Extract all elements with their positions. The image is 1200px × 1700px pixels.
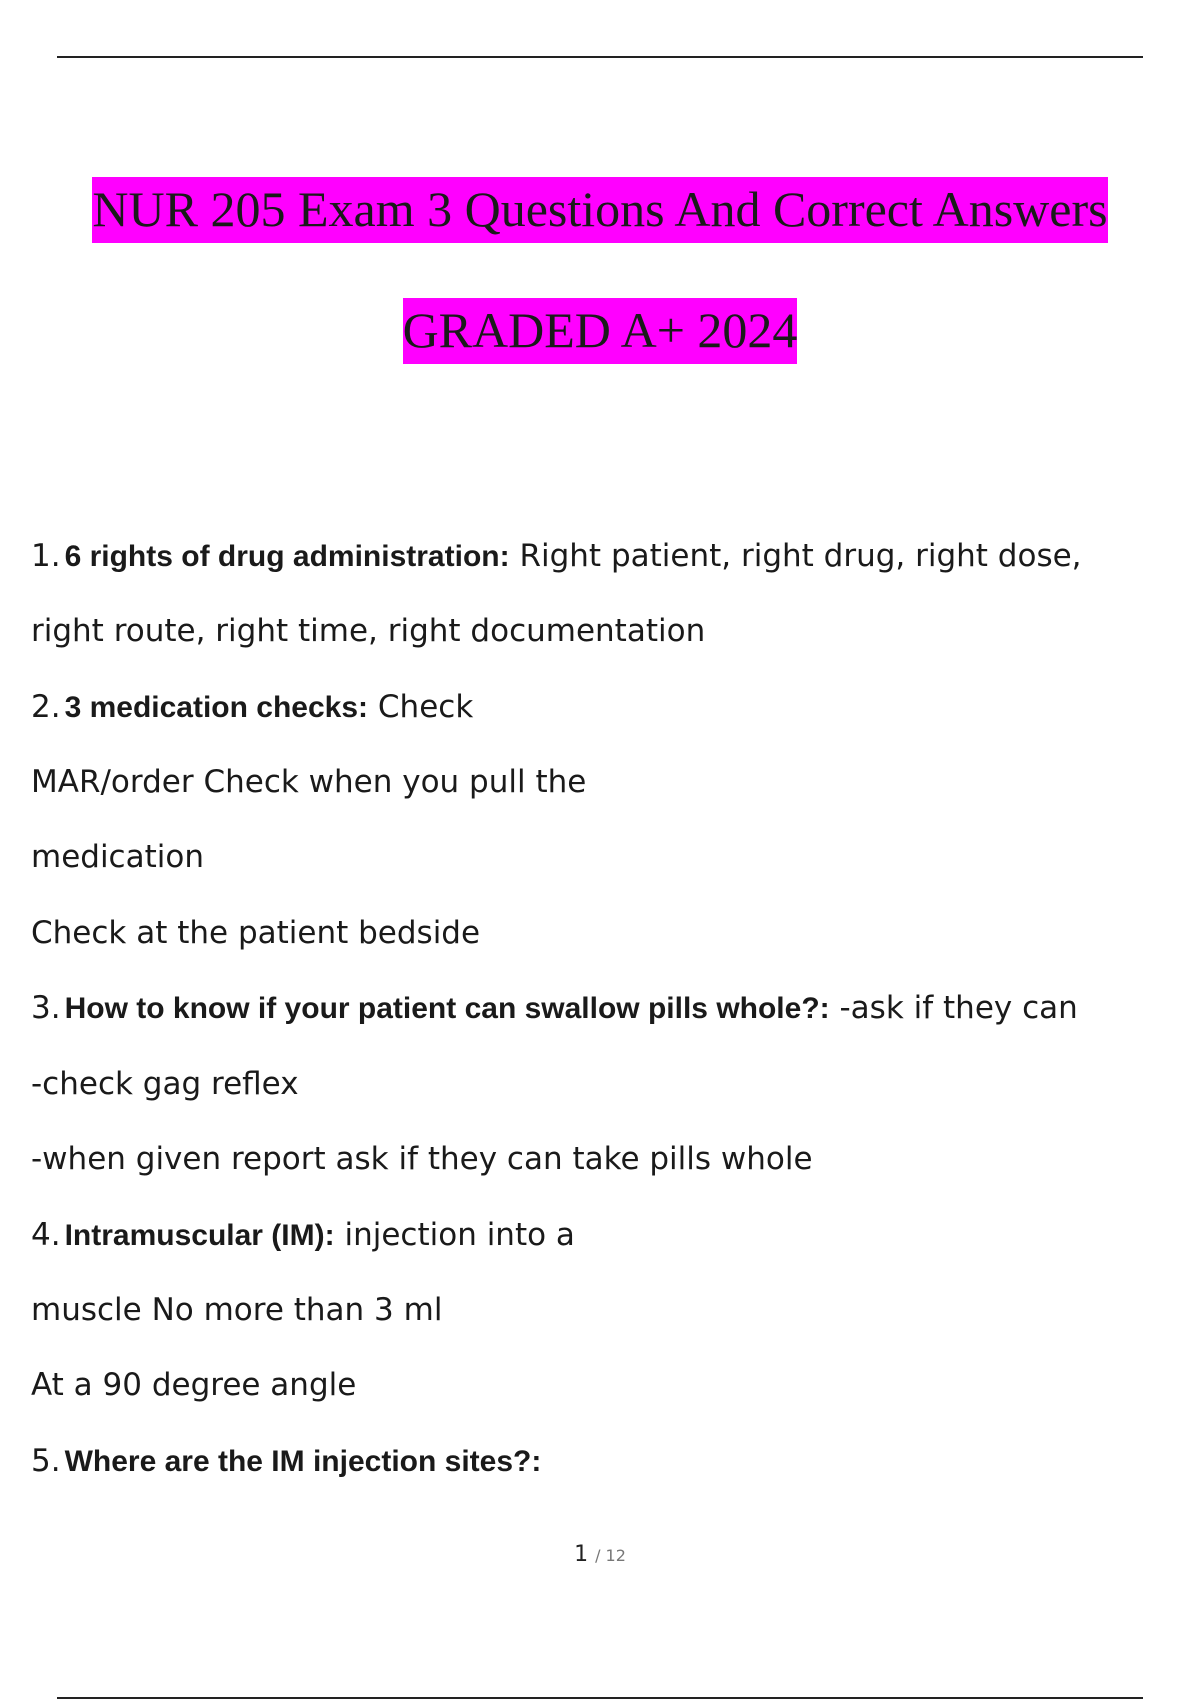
question-1: 1. 6 rights of drug administration: Right patient, right drug, right dose, (31, 538, 1082, 574)
total-pages: / 12 (595, 1546, 626, 1565)
answer-line: right route, right time, right documentation (31, 613, 706, 649)
answer-line: Check at the patient bedside (31, 915, 481, 951)
current-page: 1 (574, 1542, 589, 1567)
answer-line: At a 90 degree angle (31, 1367, 357, 1403)
bottom-rule (57, 1697, 1143, 1699)
question-3-label: How to know if your patient can swallow pills whole?: (64, 992, 830, 1025)
question-3-answer: -ask if they can (839, 990, 1078, 1026)
answer-line: MAR/order Check when you pull the (31, 764, 587, 800)
top-rule (57, 56, 1143, 58)
question-5: 5. Where are the IM injection sites?: (31, 1443, 542, 1479)
document-title-line-2: GRADED A+ 2024 (0, 305, 1200, 355)
question-4-answer: injection into a (344, 1217, 575, 1253)
question-5-label: Where are the IM injection sites?: (64, 1445, 542, 1478)
question-2-answer: Check (377, 689, 474, 725)
document-title-line-1: NUR 205 Exam 3 Questions And Correct Answers (0, 184, 1200, 234)
answer-line: -check gag reflex (31, 1066, 299, 1102)
question-1-label: 6 rights of drug administration: (64, 540, 510, 573)
answer-line: muscle No more than 3 ml (31, 1292, 443, 1328)
page-number (0, 1542, 1200, 1567)
answer-line: -when given report ask if they can take pills whole (31, 1141, 813, 1177)
answer-line: medication (31, 839, 204, 875)
question-1-answer: Right patient, right drug, right dose, (519, 538, 1082, 574)
question-2-label: 3 medication checks: (64, 691, 369, 724)
question-4: 4. Intramuscular (IM): injection into a (31, 1217, 575, 1253)
question-3: 3. How to know if your patient can swallow pills whole?: -ask if they can (31, 990, 1078, 1026)
question-2: 2. 3 medication checks: Check (31, 689, 474, 725)
question-4-label: Intramuscular (IM): (64, 1219, 335, 1252)
